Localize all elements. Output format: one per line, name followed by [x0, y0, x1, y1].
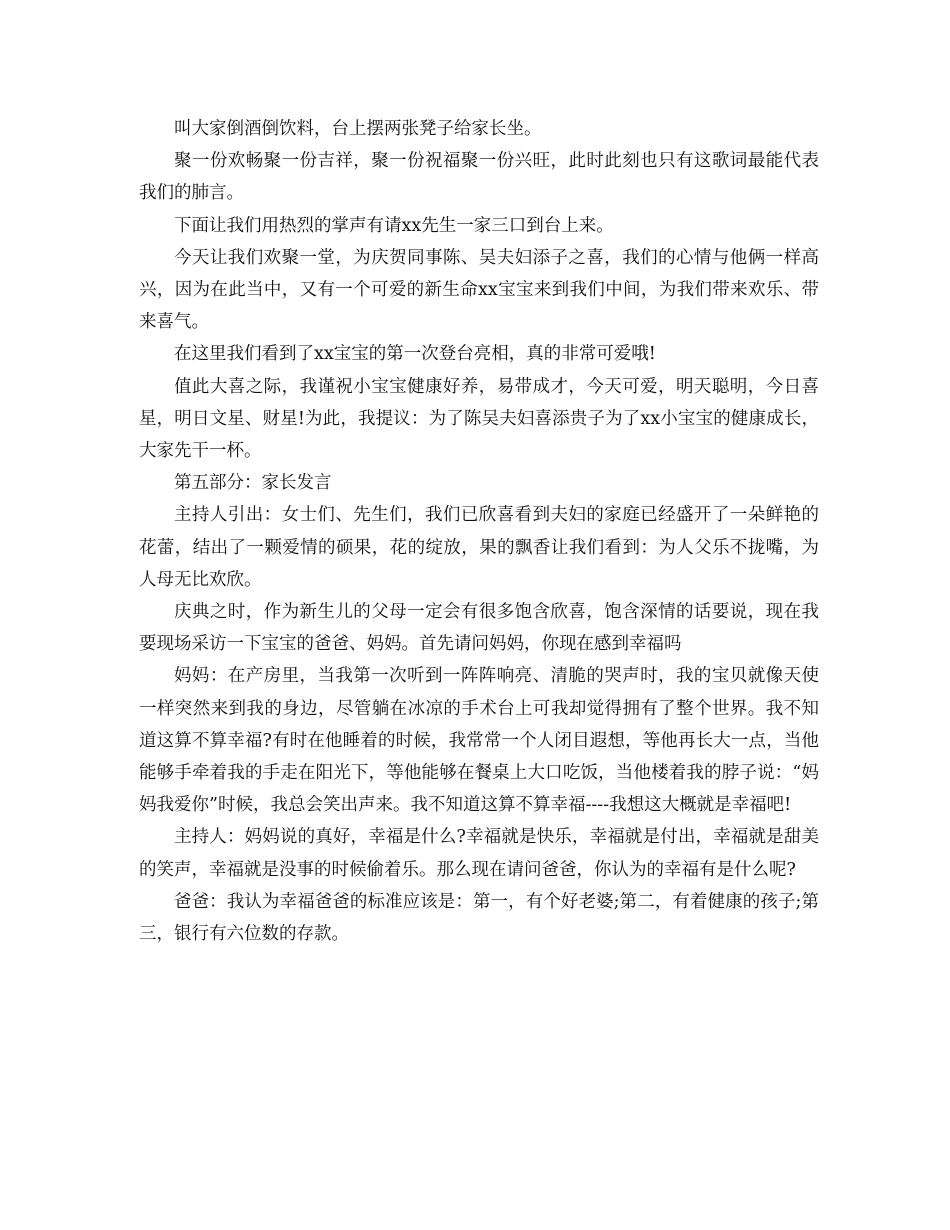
paragraph-mother-speech: 妈妈：在产房里，当我第一次听到一阵阵响亮、清脆的哭声时，我的宝贝就像天使一样突然来到我的身边，尽管躺在冰凉的手术台上可我却觉得拥有了整个世界。我不知道这算不算幸福?有时在他睡着的时候，我常常一个人闭目遐想，等他再长大一点，当他能够手牵着我的手走在阳光下，等他能够在餐桌上大口吃饭，当他楼着我的脖子说：“妈妈我爱你”时候，我总会笑出声来。我不知道这算不算幸福----我想这大概就是幸福吧!: [139, 666, 819, 816]
paragraph-interview-question: 庆典之时，作为新生儿的父母一定会有很多饱含欣喜，饱含深情的话要说，现在我要现场采访一下宝宝的爸爸、妈妈。首先请问妈妈，你现在感到幸福吗: [139, 602, 819, 655]
paragraph-toast: 值此大喜之际，我谨祝小宝宝健康好养，易带成才，今天可爱，明天聪明，今日喜星，明日文星、财星!为此，我提议：为了陈吴夫妇喜添贵子为了xx小宝宝的健康成长，大家先干一杯。: [139, 376, 819, 462]
paragraph-baby-debut: 在这里我们看到了xx宝宝的第一次登台亮相，真的非常可爱哦!: [174, 344, 656, 365]
paragraph-celebration: 今天让我们欢聚一堂，为庆贺同事陈、吴夫妇添子之喜，我们的心情与他俩一样高兴，因为在此当中，又有一个可爱的新生命xx宝宝来到我们中间，为我们带来欢乐、带来喜气。: [139, 247, 819, 333]
paragraph-host-response: 主持人：妈妈说的真好，幸福是什么?幸福就是快乐，幸福就是付出，幸福就是甜美的笑声，幸福就是没事的时候偷着乐。那么现在请问爸爸，你认为的幸福有是什么呢?: [139, 827, 819, 880]
document-body: [139, 113, 819, 950]
paragraph-invite-family: 下面让我们用热烈的掌声有请xx先生一家三口到台上来。: [174, 215, 614, 236]
paragraph-pour-drinks: 叫大家倒酒倒饮料，台上摆两张凳子给家长坐。: [174, 119, 542, 139]
paragraph-father-speech: 爸爸：我认为幸福爸爸的标准应该是：第一，有个好老婆;第二，有着健康的孩子;第三，银行有六位数的存款。: [139, 891, 819, 945]
paragraph-song-lyrics: 聚一份欢畅聚一份吉祥，聚一份祝福聚一份兴旺，此时此刻也只有这歌词最能代表我们的肺言。: [139, 151, 819, 204]
paragraph-host-intro: 主持人引出：女士们、先生们，我们已欣喜看到夫妇的家庭已经盛开了一朵鲜艳的花蕾，结出了一颗爱情的硕果，花的绽放，果的飘香让我们看到：为人父乐不拢嘴，为人母无比欢欣。: [139, 505, 819, 590]
section-heading-part-five: 第五部分：家长发言: [174, 473, 332, 494]
